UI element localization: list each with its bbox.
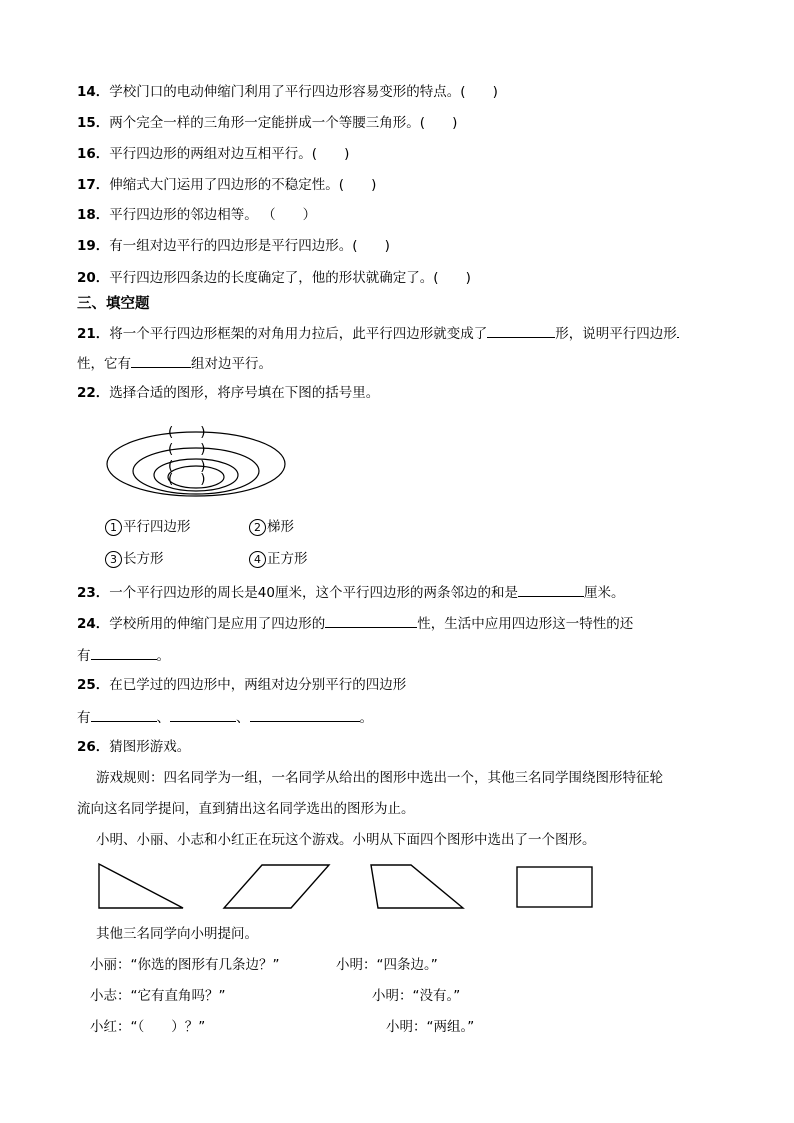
option-1: 1 平行四边形 [105,518,191,536]
tf-item-14: 14．学校门口的电动伸缩门利用了平行四边形容易变形的特点。( ) [77,84,498,100]
tf-item-16: 16．平行四边形的两组对边互相平行。( ) [77,146,350,162]
question-21-line1: 21．将一个平行四边形框架的对角用力拉后，此平行四边形就变成了 形，说明平行四边形 [77,323,679,343]
question-22: 22．选择合适的图形，将序号填在下图的括号里。 [77,385,380,401]
blank-21-c[interactable] [131,353,191,368]
right-triangle-shape [99,864,183,908]
tf-item-19: 19．有一组对边平行的四边形是平行四边形。( ) [77,238,390,254]
tf-item-20: 20．平行四边形四条边的长度确定了，他的形状就确定了。( ) [77,270,471,286]
question-24-line2: 有 。 [77,645,170,665]
dialogue-xiaoming-answer-3: 小明：“两组。” [386,1019,475,1035]
dialogue-xiaohong-question[interactable]: 小红：“（ ）？” [90,1019,206,1035]
blank-24-a[interactable] [325,613,417,628]
parallelogram-shape [224,865,329,908]
question-26-title: 26．猜图形游戏。 [77,739,191,755]
dialogue-xiaoming-answer-1: 小明：“四条边。” [336,957,438,973]
question-23: 23．一个平行四边形的周长是40厘米，这个平行四边形的两条邻边的和是 厘米。 [77,582,624,602]
ellipse-blank-second[interactable]: ( ) [168,441,206,457]
four-shapes-figure [97,862,597,912]
tf-item-18: 18．平行四边形的邻边相等。 （ ） [77,207,317,223]
question-25-line2: 有 、 、 。 [77,707,373,727]
dialogue-xiaozhi-question: 小志：“它有直角吗？” [90,988,226,1004]
question-21-line2: 性，它有 组对边平行。 [77,353,272,373]
blank-25-a[interactable] [91,707,157,722]
game-intro: 小明、小丽、小志和小红正在玩这个游戏。小明从下面四个图形中选出了一个图形。 [96,832,596,848]
ellipse-blank-outer[interactable]: ( ) [168,424,206,440]
blank-23[interactable] [518,582,584,597]
trapezoid-shape [371,865,463,908]
blank-21-a[interactable] [487,323,555,338]
dialogue-xiaoli-question: 小丽：“你选的图形有几条边？” [90,957,280,973]
game-rule-line2: 流向这名同学提问，直到猜出这名同学选出的图形为止。 [77,801,415,817]
question-24-line1: 24．学校所用的伸缩门是应用了四边形的 性，生活中应用四边形这一特性的还 [77,613,633,633]
option-4: 4 正方形 [249,550,308,568]
blank-25-b[interactable] [170,707,236,722]
blank-21-b[interactable] [677,323,679,338]
option-3: 3 长方形 [105,550,164,568]
tf-item-17: 17．伸缩式大门运用了四边形的不稳定性。( ) [77,177,377,193]
rectangle-shape [517,867,592,907]
ellipse-blank-inner[interactable]: ( ) [168,471,206,487]
blank-25-c[interactable] [250,707,360,722]
section-heading-fill-in: 三、填空题 [77,296,150,312]
blank-24-b[interactable] [91,645,157,660]
dialogue-xiaoming-answer-2: 小明：“没有。” [372,988,461,1004]
game-rule-line1: 游戏规则：四名同学为一组，一名同学从给出的图形中选出一个，其他三名同学围绕图形特征轮 [96,770,663,786]
ask-intro: 其他三名同学向小明提问。 [96,926,258,942]
question-25-line1: 25．在已学过的四边形中，两组对边分别平行的四边形 [77,677,407,693]
ellipse-blank-third[interactable]: ( ) [168,458,206,474]
option-2: 2 梯形 [249,518,294,536]
tf-item-15: 15．两个完全一样的三角形一定能拼成一个等腰三角形。( ) [77,115,458,131]
